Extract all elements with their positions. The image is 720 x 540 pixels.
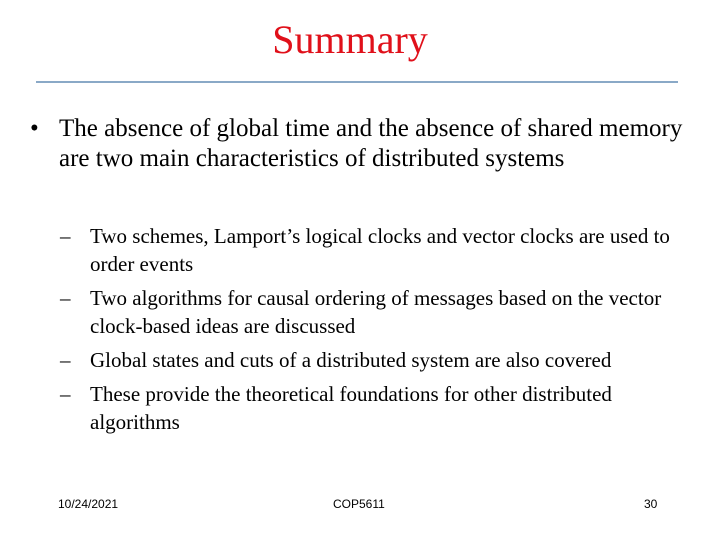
sub-bullet [60, 346, 690, 374]
sub-bullet-text: Two algorithms for causal ordering of messages based on the vector clock-based ideas are discussed [90, 286, 662, 338]
sub-bullet [60, 380, 690, 436]
footer-date: 10/24/2021 [58, 497, 119, 511]
main-bullet [30, 114, 690, 174]
title-divider [36, 81, 678, 83]
sub-bullet-text: Two schemes, Lamport’s logical clocks and vector clocks are used to order events [90, 224, 670, 276]
dash-marker: – [60, 382, 71, 406]
main-bullet-text: The absence of global time and the absence of shared memory are two main characteristics of distributed systems [59, 115, 683, 172]
dash-marker: – [60, 286, 71, 310]
sub-bullet-text: These provide the theoretical foundations for other distributed algorithms [90, 382, 612, 434]
footer-course: COP5611 [333, 497, 385, 511]
dash-marker: – [60, 224, 71, 248]
sub-bullet-list [60, 222, 690, 442]
slide-title: Summary [272, 17, 428, 62]
sub-bullet [60, 222, 690, 278]
sub-bullet [60, 284, 690, 340]
footer-page-number: 30 [644, 497, 658, 511]
sub-bullet-text: Global states and cuts of a distributed system are also covered [90, 348, 612, 372]
bullet-marker: • [30, 115, 39, 142]
dash-marker: – [60, 348, 71, 372]
